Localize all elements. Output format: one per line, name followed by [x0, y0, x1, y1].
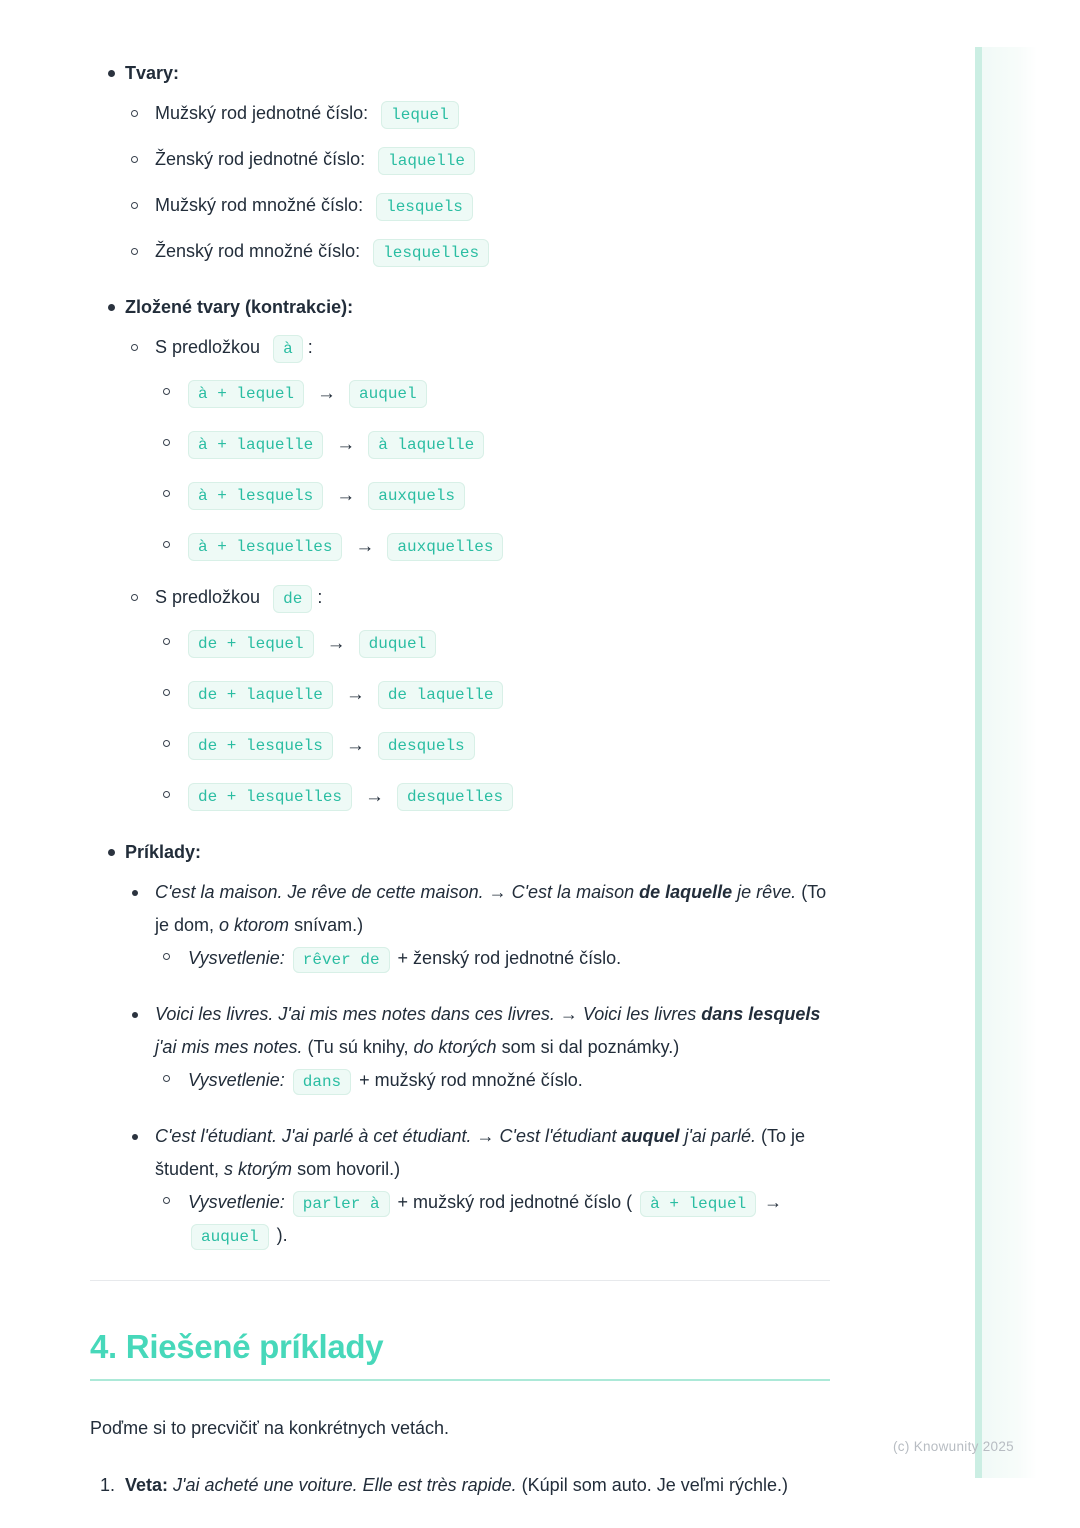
- bullet-circle-icon: [163, 638, 170, 645]
- bullet-circle-icon: [163, 1197, 170, 1204]
- text-segment: →: [759, 1192, 783, 1212]
- arrow-right-icon: →: [317, 383, 337, 404]
- zlozene-groups: [125, 331, 830, 813]
- explanation-text: [188, 1064, 830, 1097]
- group-preposition-de: [125, 581, 830, 813]
- code-chip: de + lequel: [188, 630, 314, 658]
- code-chip: auxquels: [368, 482, 465, 510]
- bullet-circle-icon: [131, 156, 138, 163]
- code-chip: de: [273, 585, 312, 613]
- text-segment: Voici les livres: [582, 1004, 702, 1024]
- text-segment: snívam.): [289, 915, 364, 935]
- contraction-row: [155, 678, 830, 711]
- list-item: [125, 143, 830, 176]
- priklady-title: Príklady:: [125, 842, 202, 862]
- text-segment: →: [559, 1004, 583, 1024]
- code-chip: auquel: [191, 1224, 269, 1250]
- contraction-row: [155, 780, 830, 813]
- tvary-list: [125, 97, 830, 268]
- sentence-text: [125, 1469, 830, 1502]
- list-item: [125, 235, 830, 268]
- text-segment: C'est la maison. Je rêve de cette maison.: [155, 882, 489, 902]
- contraction-row: [155, 530, 830, 563]
- text-segment: (To je študent,: [155, 1126, 805, 1179]
- text-segment: s ktorým: [224, 1159, 293, 1179]
- list-item: [125, 189, 830, 222]
- code-chip: de + lesquelles: [188, 783, 352, 811]
- text-segment: + mužský rod jednotné číslo (: [392, 1192, 638, 1212]
- watermark-text: (c) Knowunity 2025: [893, 1439, 1014, 1454]
- contraction-row: [155, 627, 830, 660]
- section-zlozene-tvary: [90, 291, 830, 813]
- code-chip: auxquelles: [387, 533, 503, 561]
- code-chip: dans: [293, 1069, 351, 1095]
- zlozene-title: Zložené tvary (kontrakcie):: [125, 297, 354, 317]
- tvary-title: Tvary:: [125, 63, 180, 83]
- text-segment: C'est l'étudiant: [499, 1126, 622, 1146]
- bullet-disc-icon: [108, 70, 115, 77]
- text-segment: j'ai mis mes notes.: [155, 1037, 303, 1057]
- example-sentence: [155, 998, 830, 1064]
- explanation-text: [188, 942, 830, 975]
- group-label-suffix: :: [307, 337, 313, 357]
- code-chip: lesquelles: [373, 239, 489, 267]
- text-segment: Veta:: [125, 1475, 174, 1495]
- code-chip: à: [273, 335, 303, 363]
- text-segment: Vysvetlenie:: [188, 1192, 290, 1212]
- explanation-list: [155, 1064, 830, 1097]
- code-chip: à + lesquels: [188, 482, 323, 510]
- bullet-circle-icon: [131, 344, 138, 351]
- text-segment: (Tu sú knihy,: [302, 1037, 414, 1057]
- text-segment: (Kúpil som auto. Je veľmi rýchle.): [516, 1475, 789, 1495]
- text-segment: →: [488, 882, 512, 902]
- section-divider: [90, 1280, 830, 1281]
- text-segment: som si dal poznámky.): [496, 1037, 680, 1057]
- code-chip: à + lesquelles: [188, 533, 342, 561]
- examples-list: [125, 876, 830, 1252]
- form-label: Ženský rod jednotné číslo:: [155, 149, 366, 169]
- section-tvary: [90, 57, 830, 268]
- explanation-item: [155, 1064, 830, 1097]
- text-segment: je rêve.: [732, 882, 797, 902]
- contraction-row: [155, 479, 830, 512]
- contraction-row: [155, 428, 830, 461]
- code-chip: laquelle: [378, 147, 475, 175]
- code-chip: de + lesquels: [188, 732, 333, 760]
- text-segment: o ktorom: [219, 915, 290, 935]
- bullet-circle-icon: [163, 791, 170, 798]
- arrow-right-icon: →: [355, 536, 375, 557]
- contraction-rows: [155, 627, 830, 813]
- text-segment: J'ai acheté une voiture. Elle est très rapide.: [173, 1475, 517, 1495]
- arrow-right-icon: →: [365, 786, 385, 807]
- bullet-circle-icon: [131, 594, 138, 601]
- code-chip: lequel: [381, 101, 459, 129]
- code-chip: à laquelle: [368, 431, 484, 459]
- code-chip: desquelles: [397, 783, 513, 811]
- contraction-row: [155, 377, 830, 410]
- bullet-circle-icon: [131, 248, 138, 255]
- text-segment: som hovoril.): [292, 1159, 401, 1179]
- example-sentence: [155, 876, 830, 942]
- form-label: Mužský rod jednotné číslo:: [155, 103, 369, 123]
- text-segment: Vysvetlenie:: [188, 948, 290, 968]
- arrow-right-icon: →: [336, 434, 356, 455]
- page-heading-riesene-priklady: 4. Riešené príklady: [90, 1327, 830, 1381]
- text-segment: ).: [271, 1225, 288, 1245]
- contraction-rows: [155, 377, 830, 563]
- group-label: S predložkou: [155, 587, 261, 607]
- code-chip: desquels: [378, 732, 475, 760]
- bullet-circle-icon: [163, 689, 170, 696]
- arrow-right-icon: →: [345, 684, 365, 705]
- form-label: Ženský rod množné číslo:: [155, 241, 361, 261]
- text-segment: Vysvetlenie:: [188, 1070, 290, 1090]
- bullet-circle-icon: [163, 490, 170, 497]
- explanation-item: [155, 1186, 830, 1252]
- numbered-item-1: [90, 1469, 830, 1502]
- code-chip: à + lequel: [640, 1191, 756, 1217]
- arrow-right-icon: →: [326, 633, 346, 654]
- bullet-circle-icon: [163, 740, 170, 747]
- code-chip: duquel: [359, 630, 437, 658]
- example-sentence: [155, 1120, 830, 1186]
- group-preposition-a: [125, 331, 830, 563]
- explanation-list: [155, 1186, 830, 1252]
- bullet-disc-icon: [132, 890, 138, 896]
- bullet-disc-icon: [132, 1012, 138, 1018]
- bullet-circle-icon: [163, 1075, 170, 1082]
- text-segment: auquel: [621, 1126, 680, 1146]
- arrow-right-icon: →: [345, 735, 365, 756]
- bullet-circle-icon: [163, 439, 170, 446]
- explanation-item: [155, 942, 830, 975]
- example-item: [125, 998, 830, 1097]
- explanation-text: [188, 1186, 830, 1252]
- code-chip: de + laquelle: [188, 681, 333, 709]
- text-segment: dans lesquels: [701, 1004, 821, 1024]
- text-segment: Voici les livres. J'ai mis mes notes dans ces livres.: [155, 1004, 560, 1024]
- list-item: [125, 97, 830, 130]
- text-segment: →: [476, 1126, 500, 1146]
- example-item: [125, 1120, 830, 1252]
- code-chip: de laquelle: [378, 681, 504, 709]
- text-segment: C'est l'étudiant. J'ai parlé à cet étudiant.: [155, 1126, 477, 1146]
- bullet-circle-icon: [163, 953, 170, 960]
- bullet-disc-icon: [132, 1134, 138, 1140]
- text-segment: + ženský rod jednotné číslo.: [392, 948, 622, 968]
- bullet-circle-icon: [163, 388, 170, 395]
- text-segment: de laquelle: [639, 882, 733, 902]
- code-chip: à + laquelle: [188, 431, 323, 459]
- code-chip: rêver de: [293, 947, 390, 973]
- form-label: Mužský rod množné číslo:: [155, 195, 364, 215]
- outline-list: [90, 57, 830, 1252]
- code-chip: lesquels: [376, 193, 473, 221]
- text-segment: C'est la maison: [511, 882, 640, 902]
- group-label-suffix: :: [317, 587, 323, 607]
- bullet-circle-icon: [131, 202, 138, 209]
- text-segment: j'ai parlé.: [679, 1126, 756, 1146]
- bullet-circle-icon: [131, 110, 138, 117]
- example-item: [125, 876, 830, 975]
- text-segment: + mužský rod množné číslo.: [354, 1070, 583, 1090]
- code-chip: parler à: [293, 1191, 390, 1217]
- code-chip: à + lequel: [188, 380, 304, 408]
- text-segment: do ktorých: [413, 1037, 497, 1057]
- contraction-row: [155, 729, 830, 762]
- bullet-disc-icon: [108, 304, 115, 311]
- explanation-list: [155, 942, 830, 975]
- bullet-circle-icon: [163, 541, 170, 548]
- item-number: 1.: [100, 1475, 116, 1495]
- arrow-right-icon: →: [336, 485, 356, 506]
- code-chip: auquel: [349, 380, 427, 408]
- group-label: S predložkou: [155, 337, 261, 357]
- intro-paragraph: Poďme si to precvičiť na konkrétnych vetách.: [90, 1418, 449, 1438]
- section-priklady: [90, 836, 830, 1252]
- text-segment: (To je dom,: [155, 882, 827, 935]
- bullet-disc-icon: [108, 849, 115, 856]
